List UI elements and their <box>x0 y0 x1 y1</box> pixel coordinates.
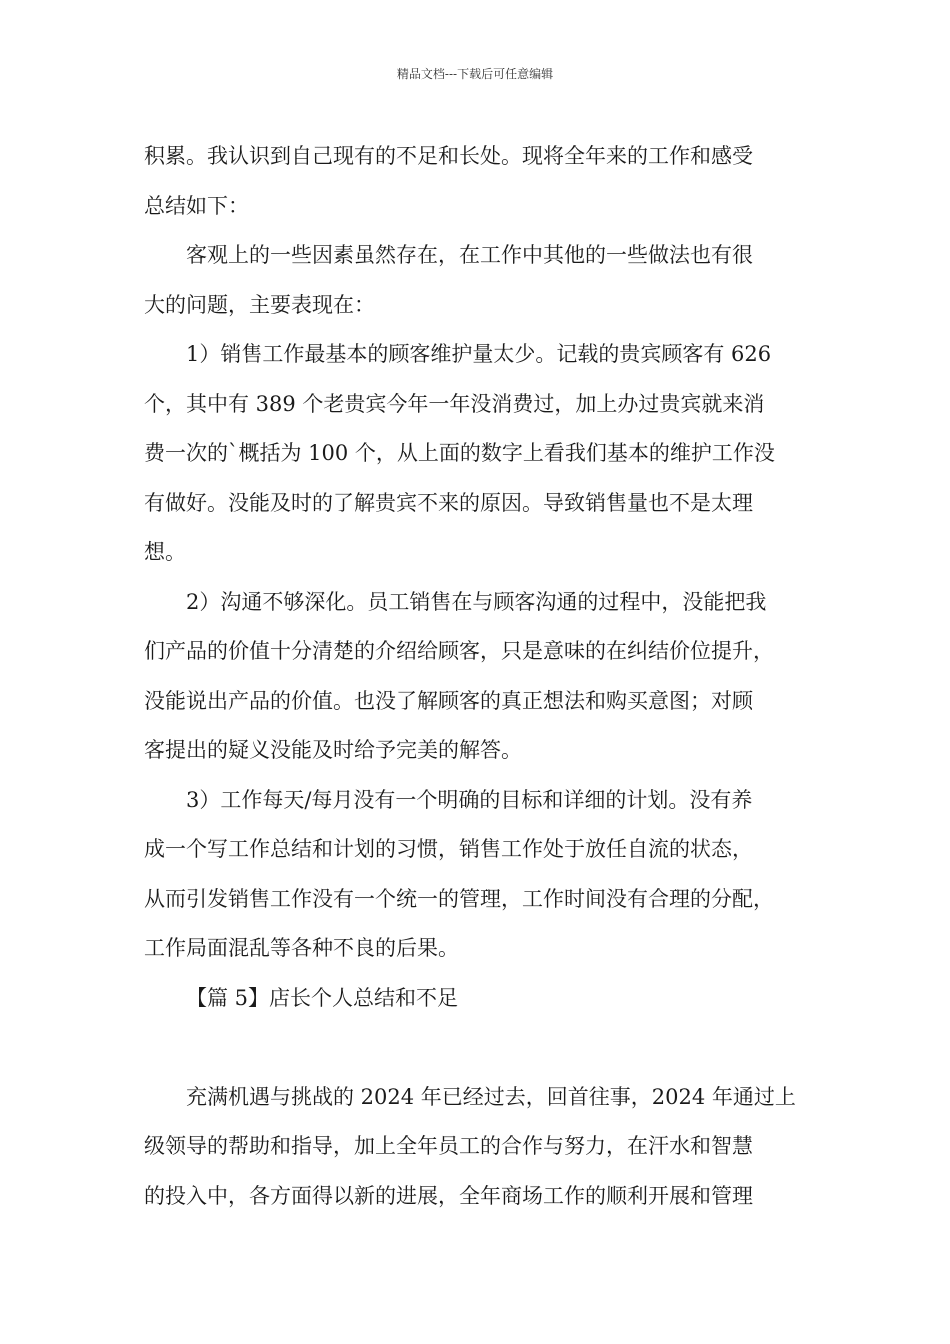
paragraph-4 <box>144 578 820 776</box>
page-header: 精品文档---下载后可任意编辑 <box>396 67 554 81</box>
text-line: 充满机遇与挑战的 2024 年已经过去，回首往事，2024 年通过上 <box>186 1084 796 1109</box>
text-line: 级领导的帮助和指导，加上全年员工的合作与努力，在汗水和智慧 <box>144 1134 753 1158</box>
text-line: 工作局面混乱等各种不良的后果。 <box>144 936 459 960</box>
text-line: 个，其中有 389 个老贵宾今年一年没消费过，加上办过贵宾就来消 <box>144 391 765 416</box>
text-line: 大的问题，主要表现在： <box>144 292 375 317</box>
paragraph-1 <box>144 132 820 231</box>
section-heading <box>144 974 820 1024</box>
text-line: 总结如下： <box>144 193 249 218</box>
heading-text: 【篇 5】店长个人总结和不足 <box>186 985 459 1010</box>
text-line: 们产品的价值十分清楚的介绍给顾客，只是意味的在纠结价位提升， <box>144 639 774 663</box>
text-line: 客观上的一些因素虽然存在，在工作中其他的一些做法也有很 <box>186 243 753 267</box>
text-line: 成一个写工作总结和计划的习惯，销售工作处于放任自流的状态， <box>144 837 753 861</box>
text-line: 积累。我认识到自己现有的不足和长处。现将全年来的工作和感受 <box>144 144 753 168</box>
text-line: 有做好。没能及时的了解贵宾不来的原因。导致销售量也不是太理 <box>144 490 753 515</box>
text-line: 费一次的`概括为 100 个，从上面的数字上看我们基本的维护工作没 <box>144 441 775 465</box>
paragraph-5 <box>144 776 820 974</box>
text-line: 的投入中，各方面得以新的进展，全年商场工作的顺利开展和管理 <box>144 1183 753 1208</box>
paragraph-2 <box>144 231 820 330</box>
text-line: 没能说出产品的价值。也没了解顾客的真正想法和购买意图；对顾 <box>144 688 753 713</box>
document-body <box>144 132 820 1221</box>
text-line: 想。 <box>144 540 186 564</box>
text-line: 2）沟通不够深化。员工销售在与顾客沟通的过程中，没能把我 <box>186 589 767 614</box>
paragraph-3 <box>144 330 820 578</box>
text-line: 从而引发销售工作没有一个统一的管理，工作时间没有合理的分配， <box>144 886 774 911</box>
text-line: 客提出的疑义没能及时给予完美的解答。 <box>144 738 522 762</box>
blank-line <box>144 1023 820 1073</box>
text-line: 3）工作每天/每月没有一个明确的目标和详细的计划。没有养 <box>186 787 753 812</box>
paragraph-6 <box>144 1073 820 1222</box>
text-line: 1）销售工作最基本的顾客维护量太少。记载的贵宾顾客有 626 <box>186 342 772 366</box>
